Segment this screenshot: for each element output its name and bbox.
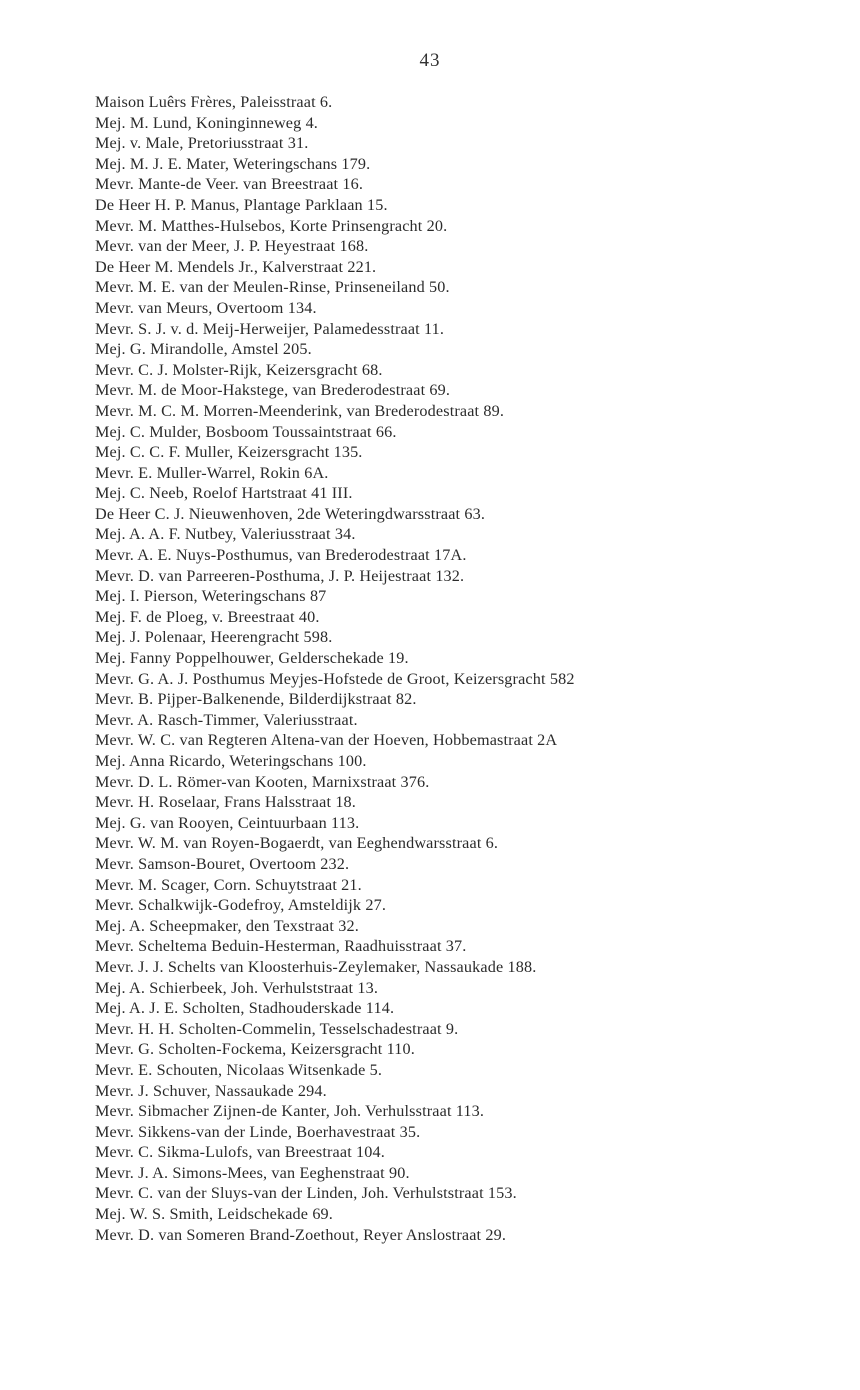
list-item: Mevr. Sibmacher Zijnen-de Kanter, Joh. Verhulsstraat 113. [95,1102,485,1121]
list-item: Mevr. D. van Parreeren-Posthuma, J. P. Heijestraat 132. [95,566,465,585]
list-item: Mevr. M. de Moor-Hakstege, van Brederodestraat 69. [95,381,451,400]
list-item: Mevr. E. Muller-Warrel, Rokin 6A. [95,463,329,482]
list-item: Mej. v. Male, Pretoriusstraat 31. [95,134,309,153]
list-item: Mej. W. S. Smith, Leidschekade 69. [95,1205,333,1224]
list-item: Mej. Fanny Poppelhouwer, Gelderschekade 19. [95,649,409,668]
list-item: Maison Luêrs Frères, Paleisstraat 6. [95,93,333,111]
list-item: Mevr. Schalkwijk-Godefroy, Amsteldijk 27. [95,896,387,915]
list-item: Mevr. Samson-Bouret, Overtoom 232. [95,854,350,873]
list-item: Mevr. H. Roselaar, Frans Halsstraat 18. [95,793,356,812]
list-item: De Heer C. J. Nieuwenhoven, 2de Weteringdwarsstraat 63. [95,504,486,523]
list-item: Mej. A. A. F. Nutbey, Valeriusstraat 34. [95,525,356,544]
list-item: Mevr. M. Matthes-Hulsebos, Korte Prinsengracht 20. [95,216,448,235]
list-item: Mevr. G. A. J. Posthumus Meyjes-Hofstede de Groot, Keizersgracht 582 [95,669,575,688]
list-item: De Heer M. Mendels Jr., Kalverstraat 221. [95,257,377,276]
list-item: Mevr. H. H. Scholten-Commelin, Tesselschadestraat 9. [95,1019,459,1038]
list-item: Mevr. M. C. M. Morren-Meenderink, van Brederodestraat 89. [95,401,505,420]
list-item: Mej. C. C. F. Muller, Keizersgracht 135. [95,443,363,462]
list-item: Mevr. A. Rasch-Timmer, Valeriusstraat. [95,710,358,729]
page-number: 43 [419,50,441,71]
list-item: Mevr. B. Pijper-Balkenende, Bilderdijkstraat 82. [95,690,417,709]
list-item: Mevr. D. van Someren Brand-Zoethout, Reyer Anslostraat 29. [95,1225,507,1244]
list-item: Mevr. van Meurs, Overtoom 134. [95,298,317,317]
list-item: Mej. G. Mirandolle, Amstel 205. [95,340,312,359]
list-item: Mevr. J. Schuver, Nassaukade 294. [95,1081,327,1100]
list-item: Mevr. Mante-de Veer. van Breestraat 16. [95,175,364,194]
list-item: Mej. M. J. E. Mater, Weteringschans 179. [95,154,371,173]
list-item: Mej. C. Mulder, Bosboom Toussaintstraat 66. [95,422,397,441]
list-item: Mevr. C. van der Sluys-van der Linden, Joh. Verhulststraat 153. [95,1184,517,1203]
list-item: Mevr. J. A. Simons-Mees, van Eeghenstraat 90. [95,1163,410,1182]
list-item: Mevr. W. C. van Regteren Altena-van der Hoeven, Hobbemastraat 2A [95,731,558,750]
list-item: Mevr. D. L. Römer-van Kooten, Marnixstraat 376. [95,772,430,791]
list-item: Mevr. M. Scager, Corn. Schuytstraat 21. [95,875,362,894]
list-item: Mej. A. Schierbeek, Joh. Verhulststraat 13. [95,978,379,997]
list-item: Mevr. Sikkens-van der Linde, Boerhavestraat 35. [95,1122,421,1141]
list-item: Mevr. J. J. Schelts van Kloosterhuis-Zeylemaker, Nassaukade 188. [95,957,537,976]
list-item: Mej. I. Pierson, Weteringschans 87 [95,587,327,606]
list-item: Mevr. S. J. v. d. Meij-Herweijer, Palamedesstraat 11. [95,319,445,338]
list-item: Mevr. M. E. van der Meulen-Rinse, Prinseneiland 50. [95,278,450,297]
list-item: Mevr. W. M. van Royen-Bogaerdt, van Eeghendwarsstraat 6. [95,834,499,853]
list-item: Mej. F. de Ploeg, v. Breestraat 40. [95,607,320,626]
list-item: De Heer H. P. Manus, Plantage Parklaan 15. [95,195,388,214]
list-item: Mevr. van der Meer, J. P. Heyestraat 168. [95,237,369,256]
list-item: Mej. J. Polenaar, Heerengracht 598. [95,628,333,647]
list-item: Mej. A. J. E. Scholten, Stadhouderskade 114. [95,999,395,1018]
list-item: Mej. M. Lund, Koninginneweg 4. [95,113,319,132]
list-item: Mevr. G. Scholten-Fockema, Keizersgracht 110. [95,1040,415,1059]
address-list [95,92,795,1245]
list-item: Mej. G. van Rooyen, Ceintuurbaan 113. [95,813,360,832]
list-item: Mevr. A. E. Nuys-Posthumus, van Brederodestraat 17A. [95,546,467,565]
list-item: Mevr. C. Sikma-Lulofs, van Breestraat 104. [95,1143,385,1162]
list-item: Mevr. C. J. Molster-Rijk, Keizersgracht 68. [95,360,383,379]
list-item: Mej. Anna Ricardo, Weteringschans 100. [95,752,367,770]
list-item: Mevr. E. Schouten, Nicolaas Witsenkade 5. [95,1060,383,1079]
list-item: Mej. C. Neeb, Roelof Hartstraat 41 III. [95,484,353,503]
list-item: Mevr. Scheltema Beduin-Hesterman, Raadhuisstraat 37. [95,937,467,956]
list-item: Mej. A. Scheepmaker, den Texstraat 32. [95,916,359,935]
